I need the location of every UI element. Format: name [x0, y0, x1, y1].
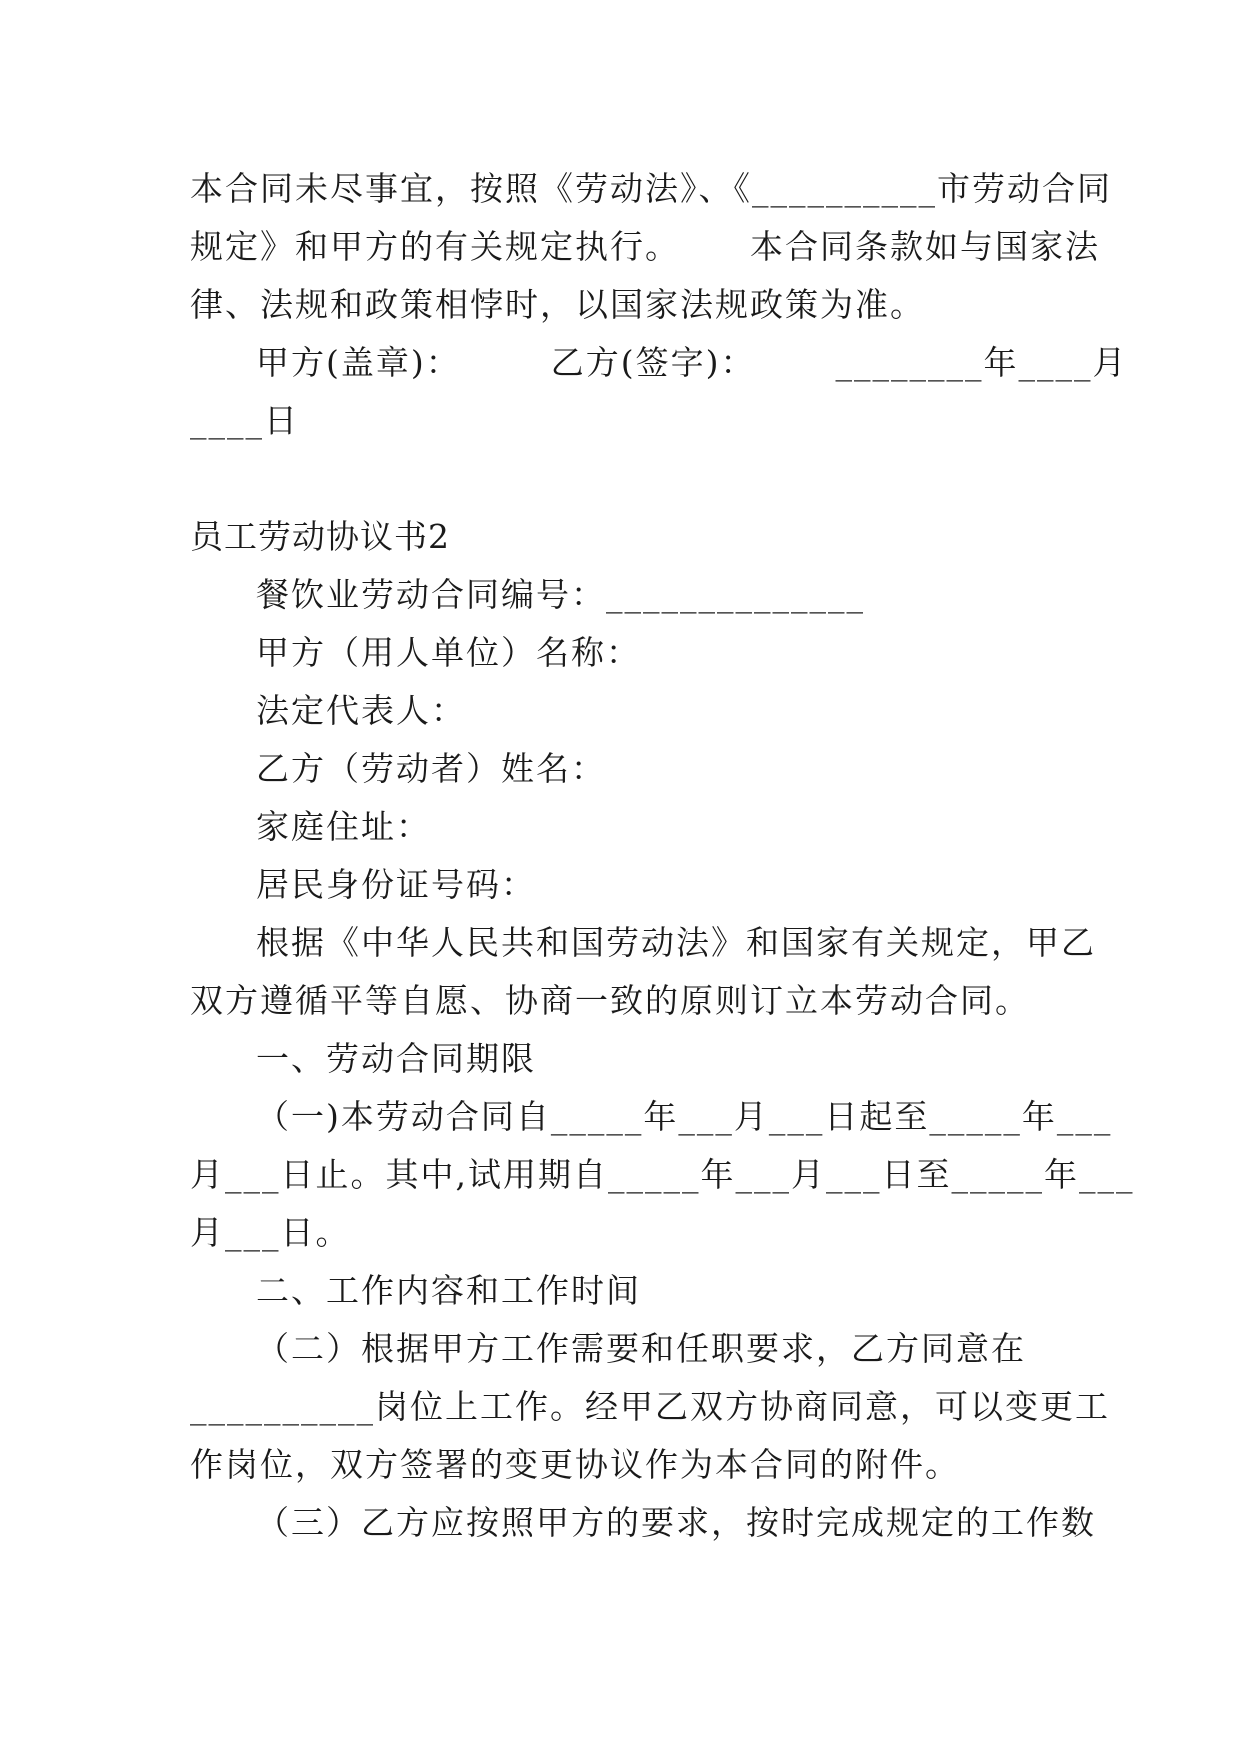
clause-line: __________岗位上工作。经甲乙双方协商同意，可以变更工: [190, 1387, 1110, 1426]
paragraph-line: 本合同未尽事宜，按照《劳动法》、《__________市劳动合同: [190, 169, 1112, 208]
employer-name-field: 甲方（用人单位）名称：: [256, 633, 641, 672]
id-number-field: 居民身份证号码：: [256, 865, 536, 904]
clause-line: （一)本劳动合同自_____年___月___日起至_____年___: [256, 1097, 1113, 1136]
paragraph-text: 本合同条款如与国家法: [750, 227, 1100, 266]
signature-line: [190, 334, 1128, 392]
clause-line: 月___日止。其中,试用期自_____年___月___日至_____年___: [190, 1155, 1135, 1194]
clause-line: （三）乙方应按照甲方的要求，按时完成规定的工作数: [256, 1503, 1096, 1542]
section-heading: 一、劳动合同期限: [256, 1039, 536, 1078]
legal-representative-field: 法定代表人：: [256, 691, 466, 730]
party-b-sign-label: 乙方(签字)：: [550, 343, 756, 382]
section-heading: 二、工作内容和工作时间: [256, 1271, 641, 1310]
signature-day: ____日: [190, 401, 299, 440]
contract-number-field: 餐饮业劳动合同编号：______________: [256, 575, 865, 614]
clause-line: 作岗位，双方签署的变更协议作为本合同的附件。: [190, 1445, 960, 1484]
document-page: [190, 160, 1135, 1552]
home-address-field: 家庭住址：: [256, 807, 431, 846]
clause-line: （二）根据甲方工作需要和任职要求，乙方同意在: [256, 1329, 1026, 1368]
paragraph-line: [190, 218, 1100, 276]
paragraph-line: 根据《中华人民共和国劳动法》和国家有关规定，甲乙: [256, 923, 1096, 962]
signature-date: ________年____月: [835, 343, 1128, 382]
paragraph-line: 律、法规和政策相悖时，以国家法规政策为准。: [190, 285, 925, 324]
clause-line: 月___日。: [190, 1213, 351, 1252]
paragraph-text: 规定》和甲方的有关规定执行。: [190, 227, 680, 266]
party-a-seal-label: 甲方(盖章)：: [256, 343, 461, 382]
section-title: 员工劳动协议书2: [190, 517, 450, 556]
paragraph-line: 双方遵循平等自愿、协商一致的原则订立本劳动合同。: [190, 981, 1030, 1020]
employee-name-field: 乙方（劳动者）姓名：: [256, 749, 606, 788]
